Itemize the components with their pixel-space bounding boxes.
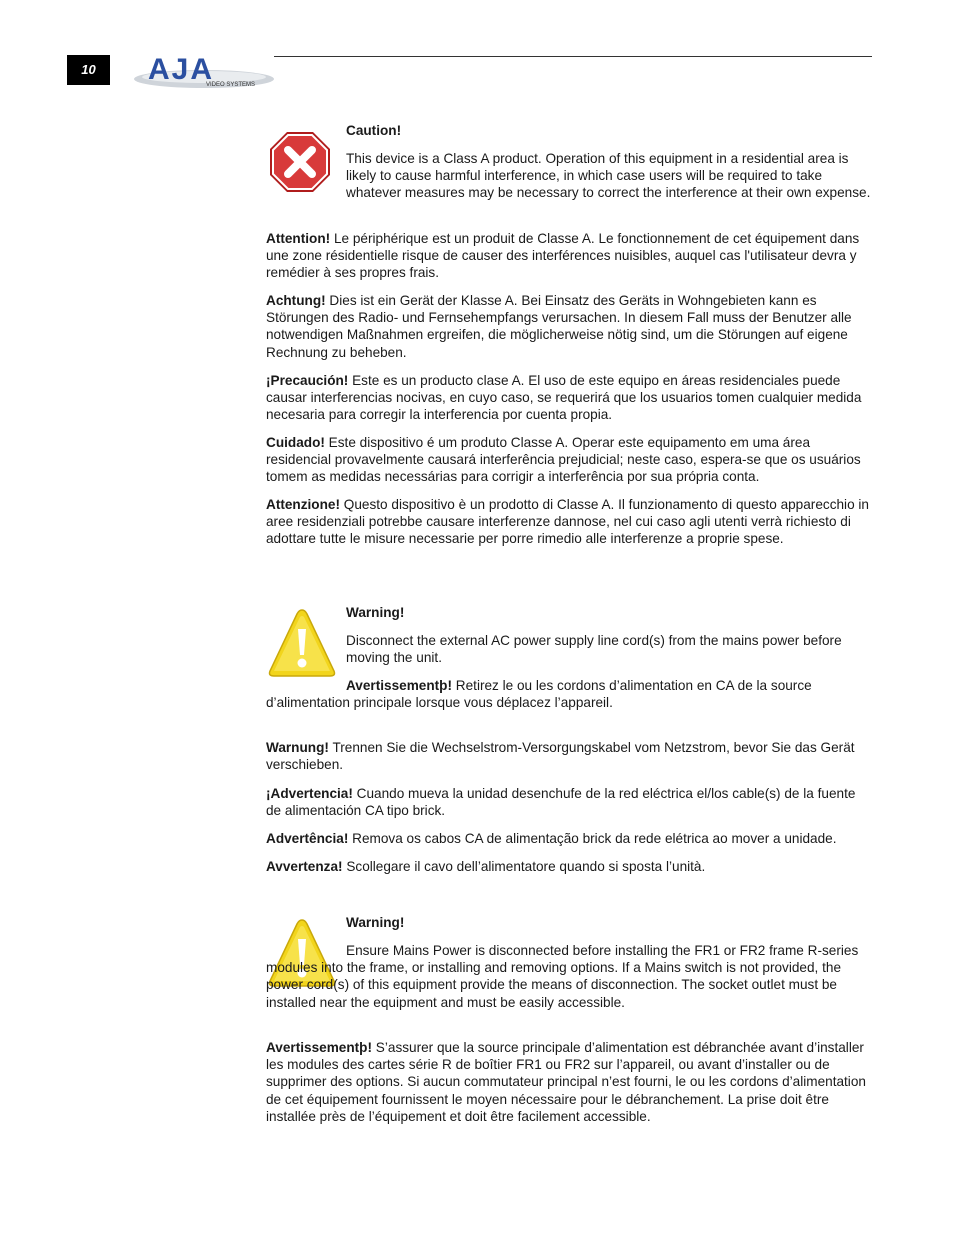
warning1-title: Warning! — [346, 605, 405, 620]
warning-exclamation-icon — [267, 607, 337, 679]
warning1-fr: Avertissementþ! Retirez le ou les cordons d’alimentation en CA de la source d’alimentation principale lorsque vous déplacez l’appareil. — [266, 678, 812, 711]
page-number: 10 — [67, 55, 110, 85]
warning1-translation-it: Avvertenza! Scollegare il cavo dell’alimentatore quando si sposta l’unità. — [266, 859, 706, 874]
logo-text: AJA — [148, 55, 215, 86]
aja-logo — [130, 55, 275, 89]
warning1-translation-es: ¡Advertencia! Cuando mueva la unidad desenchufe de la red eléctrica el/los cable(s) de la fuente de alimentación CA tipo brick. — [266, 786, 856, 819]
caution-translation-pt: Cuidado! Este dispositivo é um produto Classe A. Operar este equipamento em uma área residencial provavelmente causará interferência prejudicial; neste caso, espera-se que os usuários tomem as medidas necessárias para corrigir a interferência por sua própria conta. — [266, 435, 861, 485]
warning1-text: Disconnect the external AC power supply line cord(s) from the mains power before moving the unit. — [346, 633, 842, 666]
warning1-translation-de: Warnung! Trennen Sie die Wechselstrom-Versorgungskabel vom Netzstrom, bevor Sie das Gerät verschieben. — [266, 740, 855, 773]
header-rule — [274, 56, 872, 57]
warning2-text: Ensure Mains Power is disconnected before installing the FR1 or FR2 frame R-series modules into the frame, or installing and removing options. If a Mains switch is not provided, the power cord(s) of this equipment provide the means of disconnection. The socket outlet must be installed near the equipment and must be easily accessible. — [266, 943, 859, 1010]
warning1-translation-pt: Advertência! Remova os cabos CA de alimentação brick da rede elétrica ao mover a unidade. — [266, 831, 837, 846]
caution-title: Caution! — [346, 123, 402, 138]
caution-text: This device is a Class A product. Operation of this equipment in a residential area is likely to cause harmful interference, in which case users will be required to take whatever measures may be necessary to correct the interference at their own expense. — [346, 151, 871, 201]
stop-x-icon — [268, 130, 332, 194]
warning2-title: Warning! — [346, 915, 405, 930]
logo-subtext: VIDEO SYSTEMS — [206, 82, 256, 88]
caution-translation-es: ¡Precaución! Este es un producto clase A. El uso de este equipo en áreas residenciales puede causar interferencias nocivas, en cuyo caso, se requerirá que los usuarios tomen cualquier medida necesaria para corregir la interferencia por cuenta propia. — [266, 373, 862, 423]
warning2-fr: Avertissementþ! S’assurer que la source principale d’alimentation est débranchée avant d’installer les modules des cartes série R de boîtier FR1 ou FR2 sur l’appareil, ou avant d’installer ou de supprimer des options. Si aucun commutateur principal n’est fourni, le ou les cordons d’alimentation de cet équipement fournissent le moyen nécessaire pour le débranchement. La prise doit être installée près de l’équipement et doit être facilement accessible. — [266, 1040, 866, 1124]
caution-translation-it: Attenzione! Questo dispositivo è un prodotto di Classe A. Il funzionamento di questo apparecchio in aree residenziali potrebbe causare interferenze dannose, nel cui caso agli utenti verrà richiesto di adottare tutte le misure necessarie per porre rimedio alle interferenze a proprie spese. — [266, 497, 869, 547]
caution-translation-de: Achtung! Dies ist ein Gerät der Klasse A. Bei Einsatz des Geräts in Wohngebieten kann es Störungen des Radio- und Fernsehempfangs verursachen. In diesem Fall muss der Benutzer alle notwendigen Maßnahmen ergreifen, die möglicherweise nötig sind, um die Störungen auf eigene Rechnung zu beheben. — [266, 293, 852, 360]
caution-translation-fr: Attention! Le périphérique est un produit de Classe A. Le fonctionnement de cet équipement dans une zone résidentielle risque de causer des interférences nuisibles, auquel cas l'utilisateur devra y remédier à ses propres frais. — [266, 231, 860, 281]
